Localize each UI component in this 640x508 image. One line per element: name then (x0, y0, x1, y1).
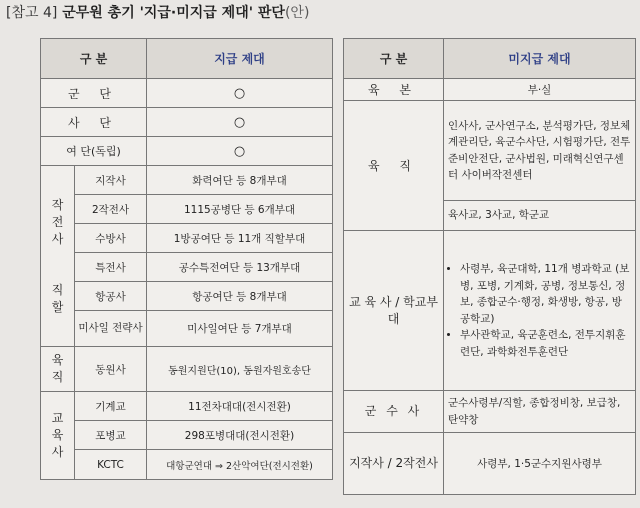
unit-label: 지작사 (75, 166, 147, 195)
unit-label: KCTC (75, 450, 147, 480)
row-army-direct-value: 인사사, 군사연구소, 분석평가단, 정보체계관리단, 육군수사단, 시험평가단, 전투준비안전단, 군사법원, 미래혁신연구센터 사이버작전센터 (444, 101, 636, 201)
row-training-command-value (444, 231, 636, 391)
row-brigade-label: 여 단(독립) (41, 137, 147, 166)
unit-label: 동원사 (75, 347, 147, 392)
row-division-label: 사 단 (41, 108, 147, 137)
title-plan: (안) (284, 5, 310, 21)
unit-label: 포병교 (75, 421, 147, 450)
row-corps-value: ○ (147, 79, 333, 108)
unit-label: 특전사 (75, 253, 147, 282)
row-hq-value: 부·실 (444, 79, 636, 101)
label-char: 교 (51, 411, 64, 425)
row-brigade-value: ○ (147, 137, 333, 166)
label-char: 직 (51, 370, 64, 384)
group-education-label (41, 392, 75, 480)
row-corps-label: 군 단 (41, 79, 147, 108)
list-item: • 사령부, 육군대학, 11개 병과학교 (보병, 포병, 기계화, 공병, 정보통신, 정보, 종합군수·행정, 화생방, 항공, 방공학교) (460, 261, 631, 327)
unit-value: 298포병대대(전시전환) (147, 421, 333, 450)
label-char: 육 (51, 353, 64, 367)
unit-value: 1115공병단 등 6개부대 (147, 195, 333, 224)
label-char: 사 (51, 445, 64, 459)
unit-value: 미사일여단 등 7개부대 (147, 311, 333, 347)
unit-value: 화력여단 등 8개부대 (147, 166, 333, 195)
unit-label: 미사일 전략사 (75, 311, 147, 347)
label-char: 육 (51, 428, 64, 442)
row-army-direct-schools: 육사교, 3사교, 학군교 (444, 201, 636, 231)
non-issued-units-table (343, 38, 636, 495)
right-header-non-issued: 미지급 제대 (444, 39, 636, 79)
row-operations-value: 사령부, 1·5군수지원사령부 (444, 433, 636, 495)
unit-value: 항공여단 등 8개부대 (147, 282, 333, 311)
unit-value: 대항군연대 ⇒ 2산악여단(전시전환) (147, 450, 333, 480)
label-char: 할 (51, 299, 64, 314)
row-division-value: ○ (147, 108, 333, 137)
label-char: 작 (51, 197, 64, 212)
unit-value: 공수특전여단 등 13개부대 (147, 253, 333, 282)
unit-label: 항공사 (75, 282, 147, 311)
label-char: 전 (51, 214, 64, 229)
reference-label: [참고 4] (6, 5, 58, 21)
row-hq-label: 육 본 (344, 79, 444, 101)
issued-units-table (40, 38, 333, 480)
left-header-issued: 지급 제대 (147, 39, 333, 79)
title-main: 군무원 총기 '지급·미지급 제대' 판단 (62, 5, 285, 21)
group-operations-direct-label (41, 166, 75, 347)
group-army-direct-label (41, 347, 75, 392)
row-logistics-value: 군수사령부/직할, 종합정비창, 보급창, 탄약창 (444, 391, 636, 433)
unit-value: 1방공여단 등 11개 직할부대 (147, 224, 333, 253)
row-operations-label: 지작사 / 2작전사 (344, 433, 444, 495)
right-header-category: 구 분 (344, 39, 444, 79)
row-training-command-label: 교 육 사 / 학교부대 (344, 231, 444, 391)
label-char: 사 (51, 231, 64, 246)
row-logistics-label: 군 수 사 (344, 391, 444, 433)
unit-label: 수방사 (75, 224, 147, 253)
unit-value: 11전차대대(전시전환) (147, 392, 333, 421)
unit-label: 2작전사 (75, 195, 147, 224)
unit-label: 기계교 (75, 392, 147, 421)
label-char: 직 (51, 282, 64, 297)
list-item: • 부사관학교, 육군훈련소, 전투지휘훈련단, 과학화전투훈련단 (460, 327, 631, 360)
document-title (6, 2, 309, 22)
unit-value: 동원지원단(10), 동원자원호송단 (147, 347, 333, 392)
left-header-category: 구 분 (41, 39, 147, 79)
row-army-direct-label: 육 직 (344, 101, 444, 231)
